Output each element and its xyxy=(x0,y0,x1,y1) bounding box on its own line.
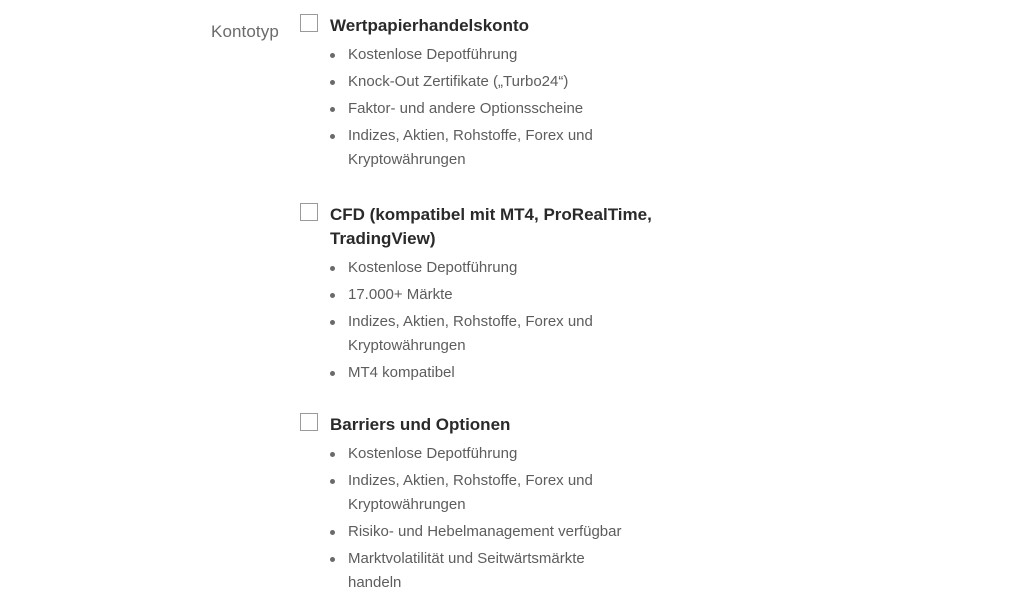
feature-list xyxy=(300,442,700,595)
feature-item: Marktvolatilität und Seitwärtsmärkte handeln xyxy=(329,547,628,595)
field-label-kontotyp: Kontotyp xyxy=(211,22,279,41)
feature-item: Indizes, Aktien, Rohstoffe, Forex und Kryptowährungen xyxy=(329,310,628,358)
option-cfd xyxy=(300,203,700,388)
feature-item: Indizes, Aktien, Rohstoffe, Forex und Kryptowährungen xyxy=(329,124,628,172)
checkbox-cfd[interactable] xyxy=(300,203,318,221)
feature-item: Faktor- und andere Optionsscheine xyxy=(329,97,628,121)
checkbox-barriers-und-optionen[interactable] xyxy=(300,413,318,431)
option-title[interactable]: CFD (kompatibel mit MT4, ProRealTime, TradingView) xyxy=(330,205,652,248)
feature-item: Kostenlose Depotführung xyxy=(329,442,628,466)
feature-item: Risiko- und Hebelmanagement verfügbar xyxy=(329,520,628,544)
feature-item: Kostenlose Depotführung xyxy=(329,256,628,280)
feature-item: Knock-Out Zertifikate („Turbo24“) xyxy=(329,70,628,94)
option-barriers-und-optionen xyxy=(300,413,700,598)
feature-item: 17.000+ Märkte xyxy=(329,283,628,307)
option-title[interactable]: Wertpapierhandelskonto xyxy=(330,16,529,35)
checkbox-wertpapierhandelskonto[interactable] xyxy=(300,14,318,32)
feature-item: MT4 kompatibel xyxy=(329,361,628,385)
option-wertpapierhandelskonto xyxy=(300,14,700,175)
feature-item: Kostenlose Depotführung xyxy=(329,43,628,67)
feature-list xyxy=(300,256,700,385)
option-title[interactable]: Barriers und Optionen xyxy=(330,415,511,434)
feature-list xyxy=(300,43,700,172)
feature-item: Indizes, Aktien, Rohstoffe, Forex und Kryptowährungen xyxy=(329,469,628,517)
